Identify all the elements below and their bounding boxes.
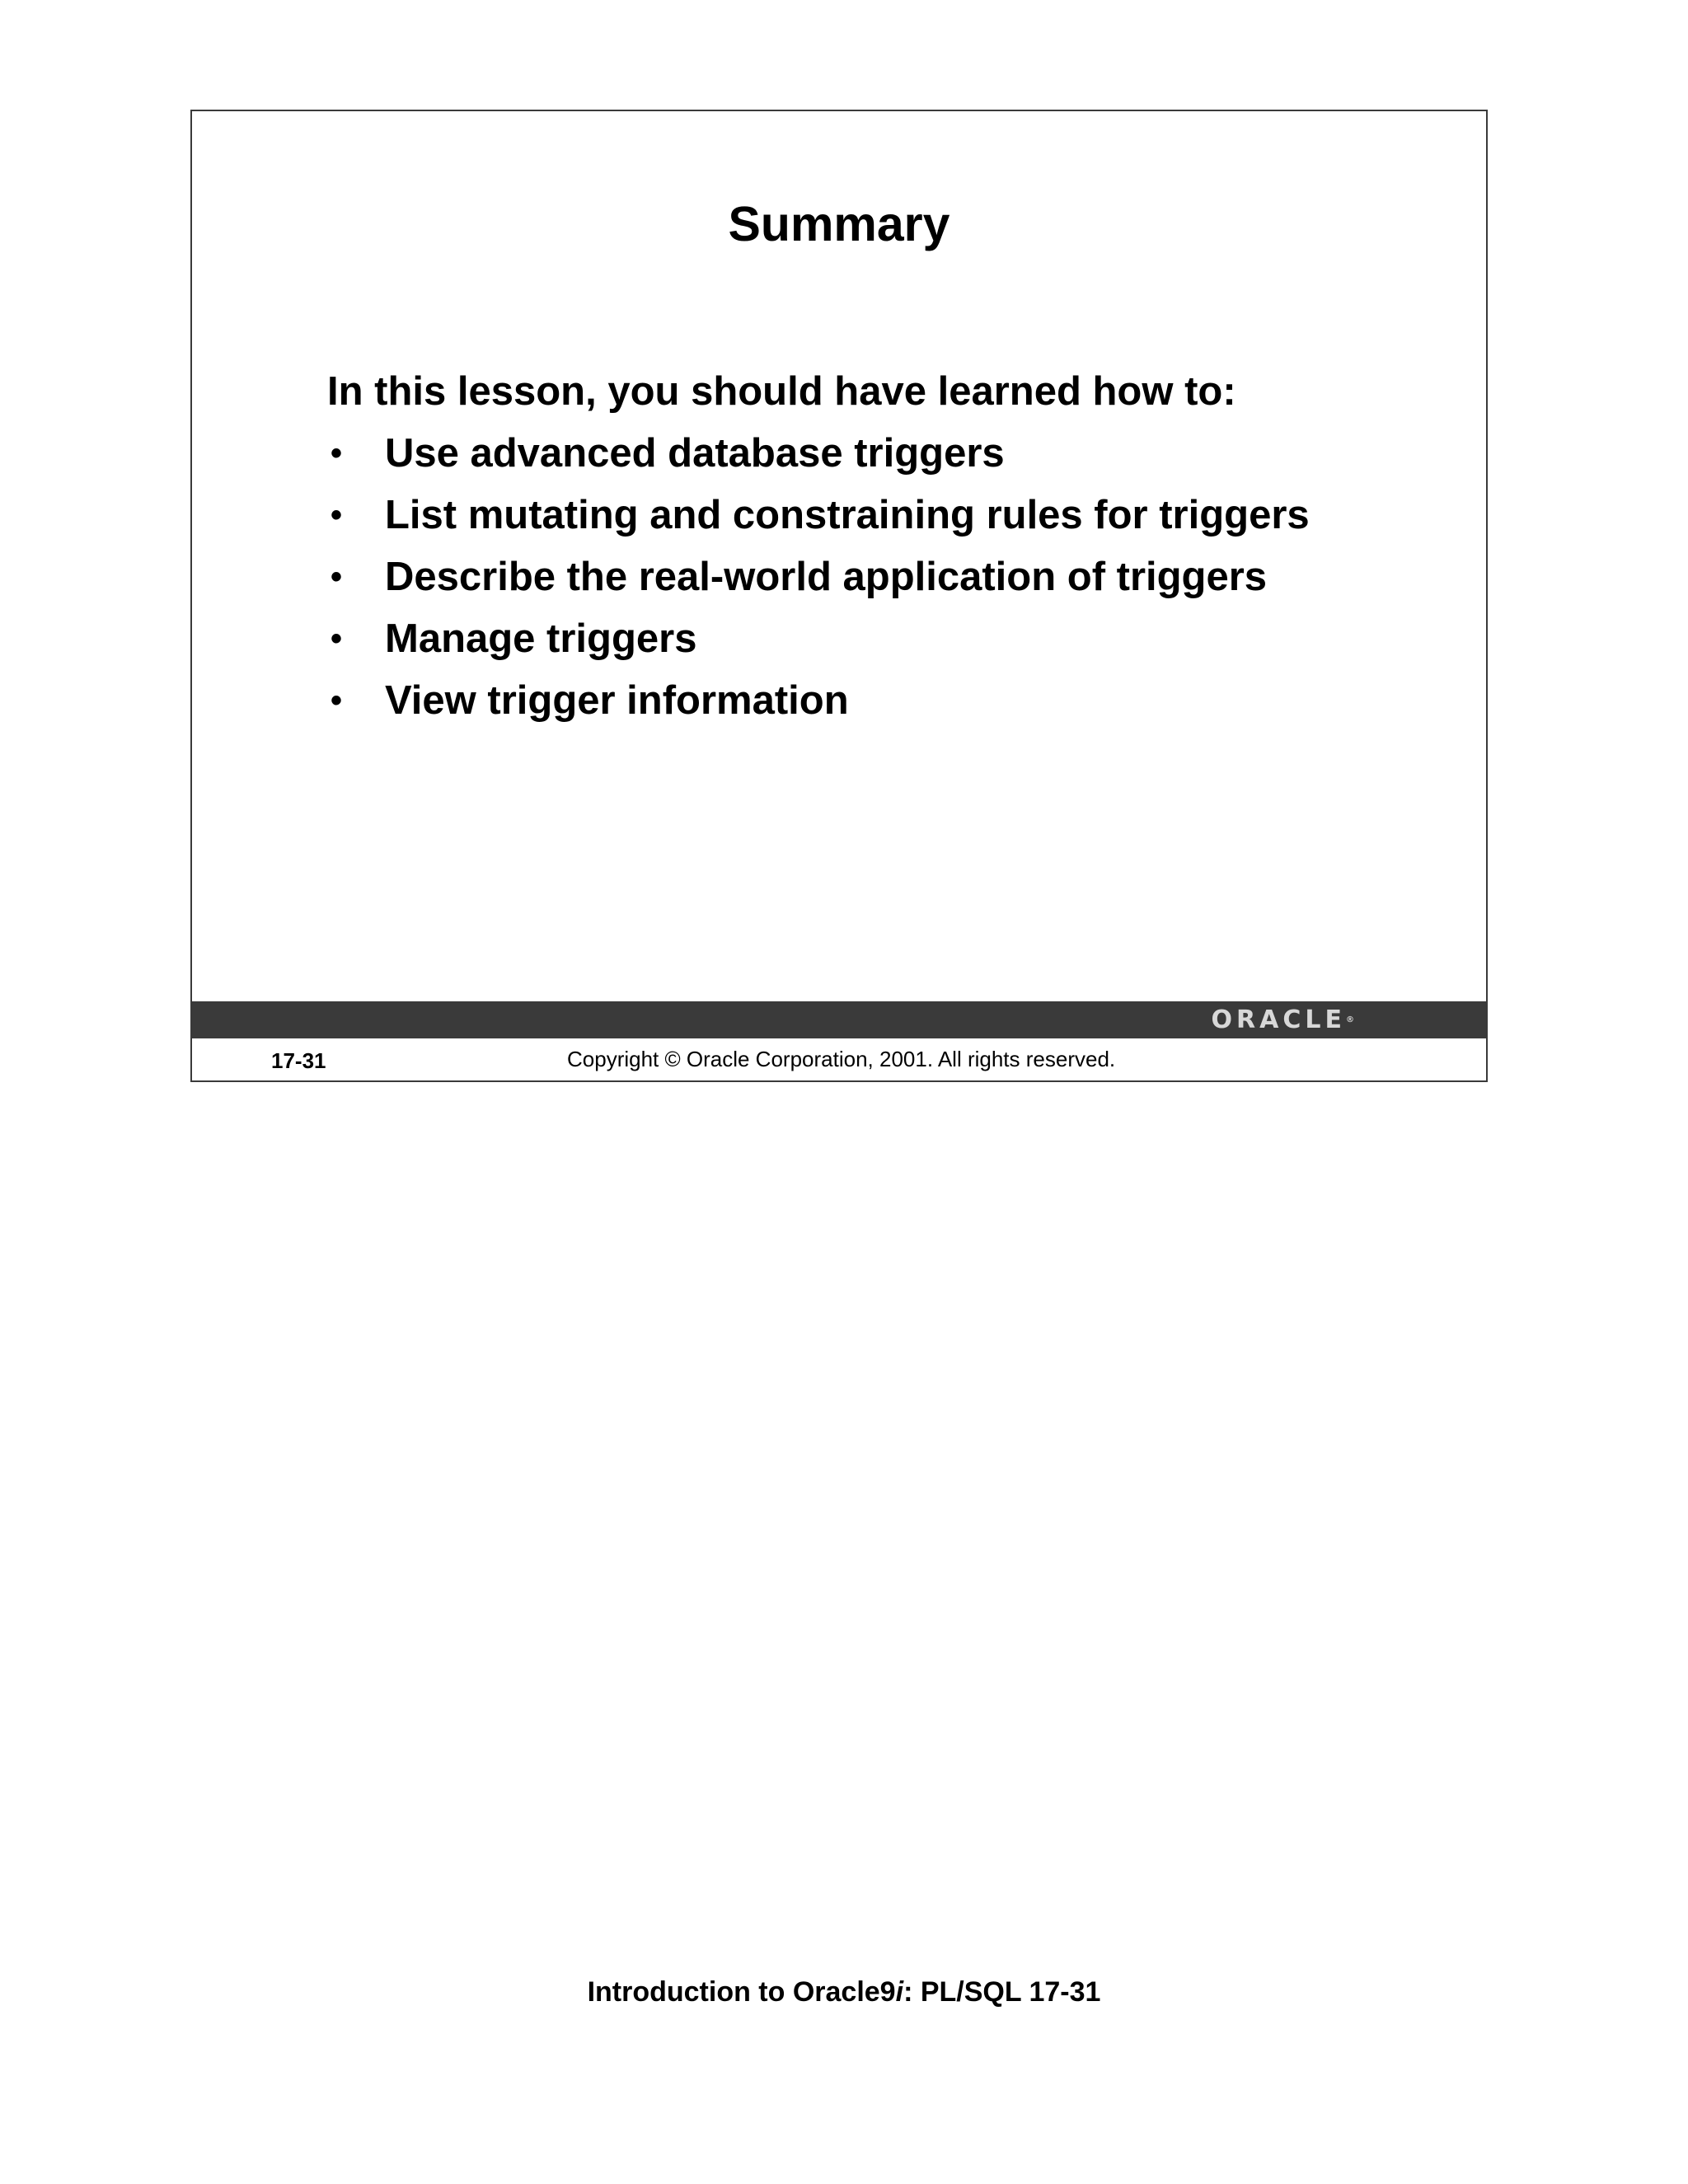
objective-text: View trigger information (385, 678, 849, 723)
course-title-prefix: Introduction to Oracle9 (587, 1976, 896, 2008)
objective-text: List mutating and constraining rules for triggers (385, 493, 1310, 537)
bullet-icon: • (331, 559, 343, 595)
page-footer (0, 1976, 1688, 2008)
course-title-italic: i (895, 1976, 904, 2008)
objective-text: Use advanced database triggers (385, 431, 1005, 476)
bullet-icon: • (331, 435, 343, 471)
bullet-icon: • (331, 682, 343, 719)
oracle-logo (1212, 1006, 1354, 1033)
copyright-notice: Copyright © Oracle Corporation, 2001. All rights reserved. (567, 1047, 1116, 1071)
slide-number: 17-31 (271, 1048, 326, 1073)
objective-text: Describe the real-world application of triggers (385, 555, 1268, 599)
objective-text: Manage triggers (385, 616, 697, 661)
lesson-intro: In this lesson, you should have learned how to: (327, 369, 1236, 414)
registered-mark: ® (1346, 1015, 1354, 1024)
slide-frame (190, 110, 1488, 1082)
slide-title: Summary (728, 197, 950, 251)
bullet-icon: • (331, 497, 343, 533)
slide-footer-bar (192, 1001, 1486, 1038)
course-title-suffix: : PL/SQL 17-31 (903, 1976, 1101, 2008)
oracle-logo-text: ORACLE (1211, 1005, 1346, 1034)
bullet-icon: • (331, 621, 343, 657)
slide-footer (192, 1038, 1486, 1082)
